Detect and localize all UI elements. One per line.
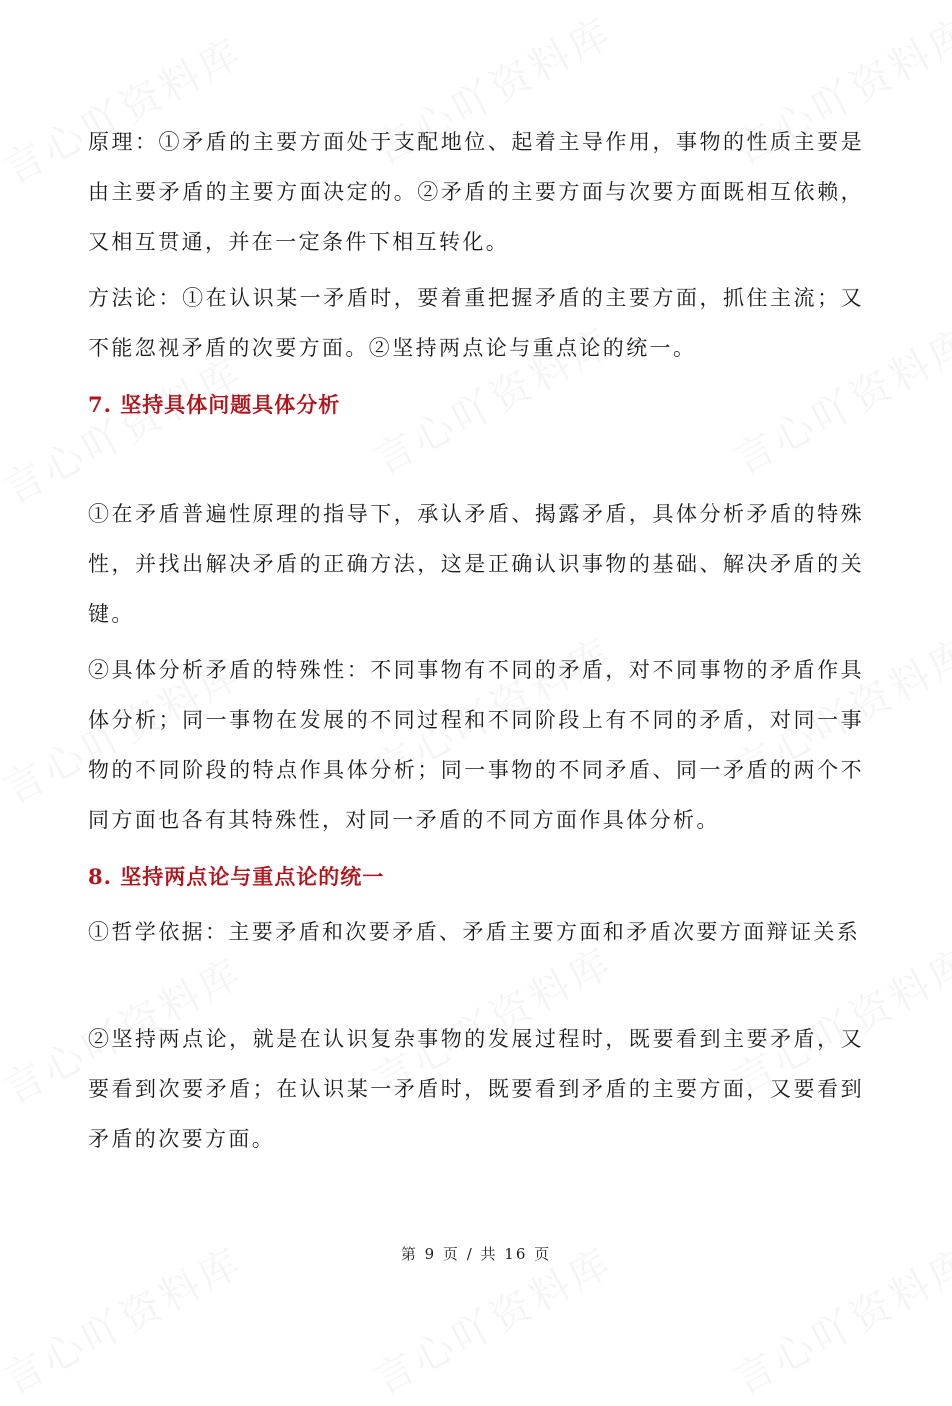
page-number-footer: 第 9 页 / 共 16 页 — [400, 1245, 552, 1263]
two-point-theory-paragraph: ②坚持两点论，就是在认识复杂事物的发展过程时，既要看到主要矛盾，又要看到次要矛盾；在认识某一矛盾时，既要看到矛盾的主要方面，又要看到矛盾的次要方面。 — [88, 1027, 864, 1151]
philosophy-basis-paragraph: ①哲学依据：主要矛盾和次要矛盾、矛盾主要方面和矛盾次要方面辩证关系 — [88, 920, 861, 944]
section-heading-8: 8. 坚持两点论与重点论的统一 — [88, 864, 385, 889]
concrete-analysis-paragraph-2: ②具体分析矛盾的特殊性：不同事物有不同的矛盾，对不同事物的矛盾作具体分析；同一事物在发展的不同过程和不同阶段上有不同的矛盾，对同一事物的不同阶段的特点作具体分析；同一事物的不同矛盾、同一矛盾的两个不同方面也各有其特殊性，对同一矛盾的不同方面作具体分析。 — [88, 658, 864, 832]
principle-paragraph: 原理：①矛盾的主要方面处于支配地位、起着主导作用，事物的性质主要是由主要矛盾的主要方面决定的。②矛盾的主要方面与次要方面既相互依赖，又相互贯通，并在一定条件下相互转化。 — [88, 130, 864, 254]
concrete-analysis-paragraph-1: ①在矛盾普遍性原理的指导下，承认矛盾、揭露矛盾，具体分析矛盾的特殊性，并找出解决矛盾的正确方法，这是正确认识事物的基础、解决矛盾的关键。 — [88, 502, 864, 626]
section-heading-7: 7. 坚持具体问题具体分析 — [88, 392, 341, 417]
methodology-paragraph: 方法论：①在认识某一矛盾时，要着重把握矛盾的主要方面，抓住主流；又不能忽视矛盾的次要方面。②坚持两点论与重点论的统一。 — [88, 286, 864, 360]
